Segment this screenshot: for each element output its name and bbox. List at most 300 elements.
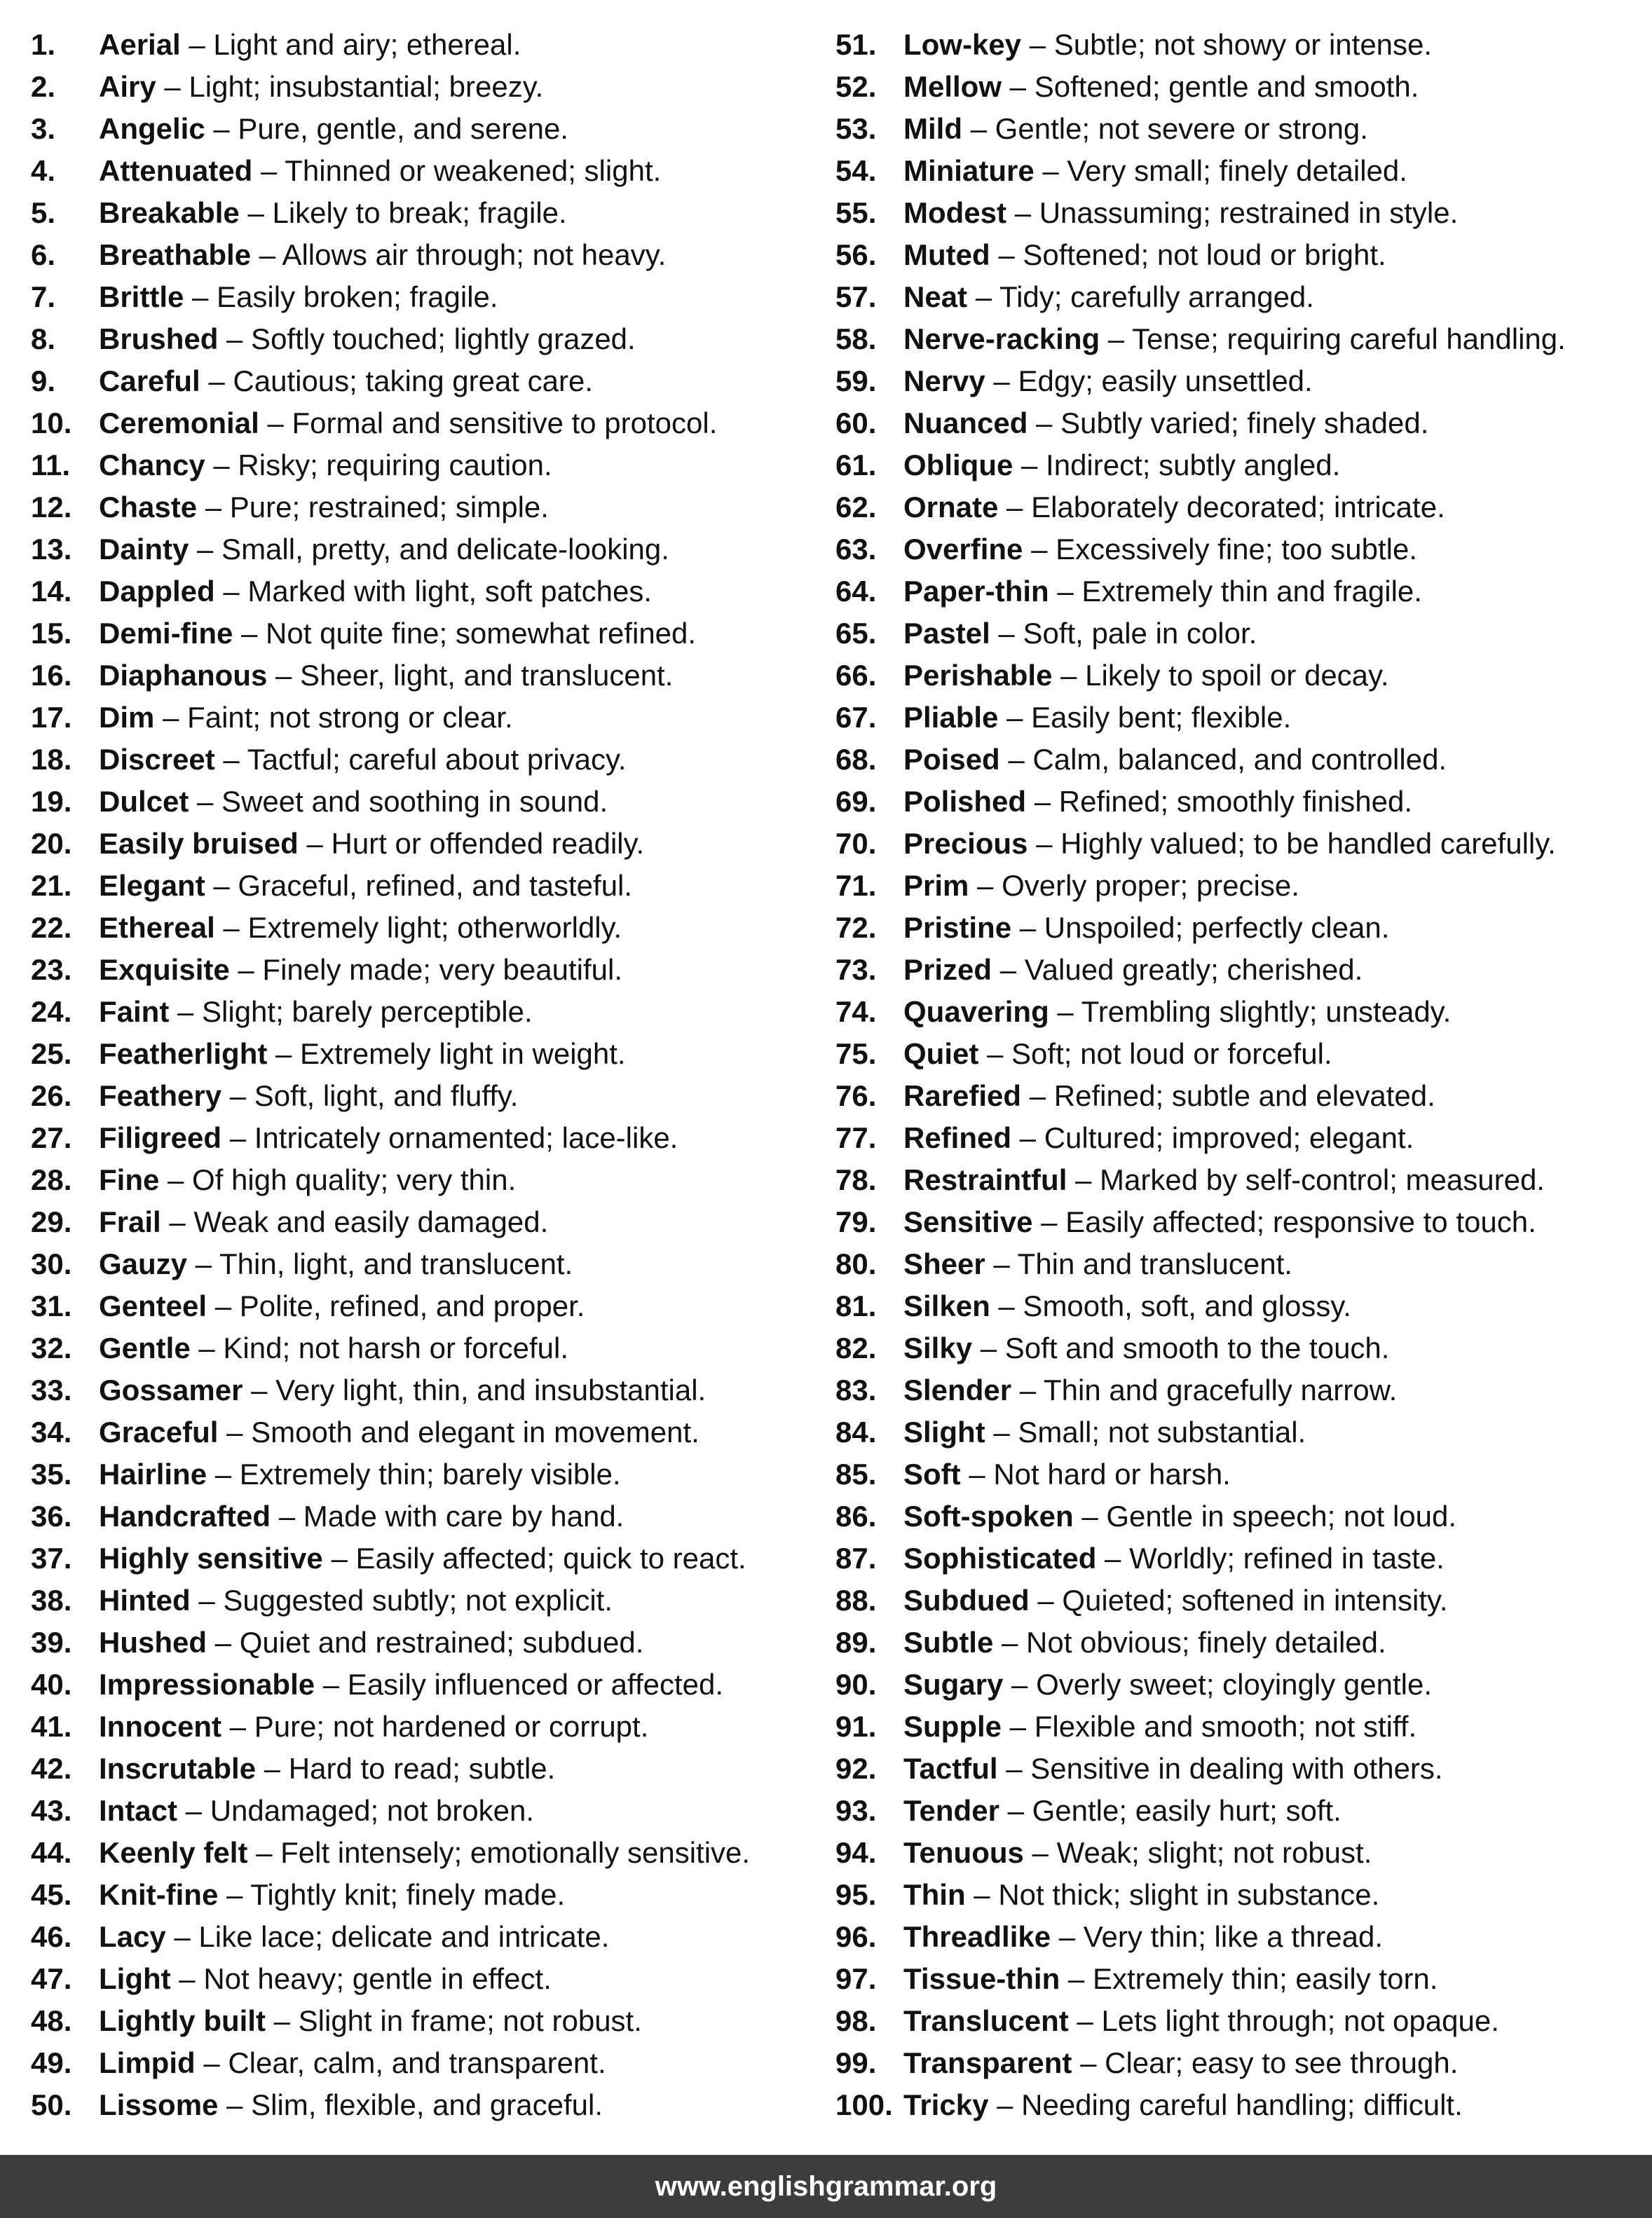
item-text [99, 575, 652, 608]
item-definition: – Marked by self-control; measured. [1067, 1163, 1545, 1196]
item-text [903, 911, 1389, 945]
list-item [31, 743, 823, 785]
item-definition: – Slight in frame; not robust. [265, 2004, 642, 2037]
list-item [835, 743, 1648, 785]
word-list-right-column [835, 28, 1648, 2130]
item-text [903, 659, 1389, 692]
item-definition: – Sensitive in dealing with others. [997, 1752, 1443, 1785]
list-item [31, 1247, 823, 1289]
item-number: 73. [835, 953, 877, 986]
list-item [31, 1458, 823, 1500]
item-text [99, 659, 673, 692]
item-definition: – Small; not substantial. [985, 1416, 1306, 1449]
item-definition: – Softened; not loud or bright. [990, 238, 1386, 271]
item-number: 55. [835, 196, 877, 229]
list-item [835, 617, 1648, 659]
item-word: Discreet [99, 743, 215, 776]
item-word: Silken [903, 1289, 990, 1322]
word-list-left-column [31, 28, 823, 2130]
item-definition: – Very light, thin, and insubstantial. [243, 1374, 706, 1406]
item-number: 11. [31, 449, 71, 481]
item-number: 8. [31, 322, 56, 355]
item-number: 24. [31, 995, 72, 1028]
item-word: Careful [99, 364, 200, 397]
item-definition: – Like lace; delicate and intricate. [165, 1920, 610, 1953]
item-number: 39. [31, 1626, 72, 1659]
footer-bar [0, 2155, 1652, 2218]
item-text [903, 196, 1458, 230]
list-item [31, 827, 823, 869]
list-item [31, 238, 823, 280]
item-definition: – Tactful; careful about privacy. [214, 743, 627, 776]
item-text [903, 1037, 1332, 1071]
item-text [903, 1458, 1231, 1491]
item-text [903, 1920, 1383, 1954]
item-word: Dim [99, 701, 155, 734]
item-definition: – Subtly varied; finely shaded. [1028, 406, 1429, 439]
item-word: Ceremonial [99, 406, 259, 439]
item-definition: – Felt intensely; emotionally sensitive. [247, 1836, 751, 1869]
item-word: Lightly built [99, 2004, 266, 2037]
item-definition: – Marked with light, soft patches. [214, 575, 652, 608]
item-number: 75. [835, 1037, 877, 1070]
item-word: Genteel [99, 1289, 207, 1322]
item-definition: – Not hard or harsh. [960, 1458, 1231, 1491]
list-item [835, 1878, 1648, 1920]
list-item [31, 533, 823, 575]
item-number: 7. [31, 280, 56, 313]
item-number: 41. [31, 1710, 72, 1743]
item-number: 17. [31, 701, 72, 734]
item-word: Demi-fine [99, 617, 233, 650]
item-number: 29. [31, 1205, 72, 1238]
item-word: Tenuous [903, 1836, 1024, 1869]
item-definition: – Pure, gentle, and serene. [205, 112, 569, 145]
item-definition: – Soft and smooth to the touch. [972, 1332, 1390, 1364]
item-text [903, 238, 1386, 272]
item-definition: – Not obvious; finely detailed. [993, 1626, 1386, 1659]
item-definition: – Overly proper; precise. [969, 869, 1299, 902]
item-word: Sensitive [903, 1205, 1033, 1238]
item-text [99, 112, 568, 146]
item-word: Fine [99, 1163, 160, 1196]
item-word: Faint [99, 995, 170, 1028]
item-text [99, 364, 593, 398]
item-text [903, 869, 1299, 903]
item-word: Overfine [903, 533, 1023, 566]
item-number: 3. [31, 112, 56, 145]
list-item [31, 1163, 823, 1205]
item-number: 68. [835, 743, 877, 776]
item-number: 91. [835, 1710, 877, 1743]
item-definition: – Softly touched; lightly grazed. [218, 322, 636, 355]
item-definition: – Smooth and elegant in movement. [218, 1416, 699, 1449]
item-definition: – Not quite fine; somewhat refined. [233, 617, 697, 650]
item-definition: – Excessively fine; too subtle. [1023, 533, 1418, 566]
item-word: Slender [903, 1374, 1012, 1406]
item-word: Brittle [99, 280, 184, 313]
item-text [903, 280, 1314, 314]
item-number: 37. [31, 1542, 72, 1575]
item-definition: – Formal and sensitive to protocol. [259, 406, 718, 439]
list-item [31, 2004, 823, 2046]
item-definition: – Tidy; carefully arranged. [967, 280, 1314, 313]
item-text [99, 1163, 516, 1197]
list-item [31, 1079, 823, 1121]
item-text [903, 28, 1432, 62]
item-text [99, 995, 533, 1029]
list-item [835, 322, 1648, 364]
item-text [99, 701, 513, 734]
list-item [31, 449, 823, 491]
item-number: 74. [835, 995, 877, 1028]
item-text [99, 785, 608, 819]
item-text [99, 1920, 609, 1954]
item-number: 30. [31, 1247, 72, 1280]
item-number: 48. [31, 2004, 72, 2037]
item-number: 36. [31, 1500, 72, 1533]
item-text [99, 2088, 603, 2122]
list-item [835, 869, 1648, 911]
item-definition: – Calm, balanced, and controlled. [999, 743, 1447, 776]
item-definition: – Intricately ornamented; lace-like. [221, 1121, 678, 1154]
list-item [31, 322, 823, 364]
item-number: 94. [835, 1836, 877, 1869]
item-word: Highly sensitive [99, 1542, 323, 1575]
item-word: Impressionable [99, 1668, 315, 1701]
list-item [31, 1584, 823, 1626]
item-word: Light [99, 1962, 171, 1995]
item-number: 2. [31, 70, 56, 103]
item-text [903, 575, 1422, 608]
item-text [99, 869, 632, 903]
item-text [903, 1836, 1372, 1870]
item-definition: – Sheer, light, and translucent. [267, 659, 674, 692]
list-item [835, 491, 1648, 533]
item-word: Oblique [903, 449, 1013, 481]
item-definition: – Needing careful handling; difficult. [988, 2088, 1463, 2121]
item-number: 100. [835, 2088, 893, 2121]
item-number: 14. [31, 575, 72, 608]
item-text [903, 1374, 1397, 1407]
item-definition: – Extremely light in weight. [267, 1037, 626, 1070]
item-number: 1. [31, 28, 56, 61]
item-definition: – Soft; not loud or forceful. [978, 1037, 1332, 1070]
item-number: 38. [31, 1584, 72, 1617]
item-definition: – Thin, light, and translucent. [187, 1247, 573, 1280]
item-word: Soft-spoken [903, 1500, 1074, 1533]
item-number: 64. [835, 575, 877, 608]
item-number: 33. [31, 1374, 72, 1406]
list-item [31, 1374, 823, 1416]
item-word: Innocent [99, 1710, 221, 1743]
item-word: Chaste [99, 491, 198, 523]
list-item [31, 2088, 823, 2130]
item-text [99, 1374, 706, 1407]
item-word: Tender [903, 1794, 999, 1827]
list-item [835, 533, 1648, 575]
item-text [99, 406, 717, 440]
item-word: Intact [99, 1794, 178, 1827]
item-text [99, 1416, 699, 1449]
item-definition: – Softened; gentle and smooth. [1002, 70, 1419, 103]
item-word: Lissome [99, 2088, 219, 2121]
item-word: Miniature [903, 154, 1035, 187]
item-word: Polished [903, 785, 1027, 818]
list-item [835, 112, 1648, 154]
item-definition: – Pure; restrained; simple. [197, 491, 549, 523]
item-text [99, 1332, 568, 1365]
list-item [31, 28, 823, 70]
list-item [835, 28, 1648, 70]
item-word: Pristine [903, 911, 1012, 944]
item-text [903, 1752, 1443, 1786]
item-number: 85. [835, 1458, 877, 1491]
item-text [903, 1332, 1389, 1365]
item-definition: – Tense; requiring careful handling. [1100, 322, 1566, 355]
item-definition: – Graceful, refined, and tasteful. [205, 869, 633, 902]
item-text [903, 1542, 1445, 1575]
item-word: Ornate [903, 491, 999, 523]
item-word: Prim [903, 869, 969, 902]
list-item [835, 1584, 1648, 1626]
list-item [31, 1794, 823, 1836]
list-item [31, 364, 823, 406]
item-word: Translucent [903, 2004, 1069, 2037]
list-item [835, 1163, 1648, 1205]
item-number: 12. [31, 491, 72, 523]
item-text [99, 1542, 746, 1575]
item-text [99, 1962, 552, 1996]
item-definition: – Very thin; like a thread. [1051, 1920, 1384, 1953]
list-item [835, 2046, 1648, 2088]
list-item [835, 406, 1648, 449]
list-item [31, 1121, 823, 1163]
item-word: Featherlight [99, 1037, 268, 1070]
item-word: Pliable [903, 701, 999, 734]
item-definition: – Overly sweet; cloyingly gentle. [1003, 1668, 1432, 1701]
list-item [31, 1962, 823, 2004]
list-item [31, 995, 823, 1037]
item-text [99, 1500, 624, 1533]
list-item [835, 575, 1648, 617]
item-definition: – Extremely light; otherworldly. [214, 911, 622, 944]
item-definition: – Risky; requiring caution. [205, 449, 552, 481]
list-item [835, 701, 1648, 743]
item-word: Elegant [99, 869, 205, 902]
list-item [31, 1500, 823, 1542]
item-number: 46. [31, 1920, 72, 1953]
item-number: 59. [835, 364, 877, 397]
item-definition: – Slim, flexible, and graceful. [218, 2088, 603, 2121]
item-number: 66. [835, 659, 877, 692]
item-definition: – Small, pretty, and delicate-looking. [189, 533, 669, 566]
item-text [99, 1079, 518, 1113]
list-item [31, 869, 823, 911]
item-text [903, 112, 1368, 146]
item-word: Dainty [99, 533, 189, 566]
item-number: 77. [835, 1121, 877, 1154]
item-word: Supple [903, 1710, 1002, 1743]
item-definition: – Indirect; subtly angled. [1013, 449, 1341, 481]
item-word: Nervy [903, 364, 985, 397]
item-number: 16. [31, 659, 72, 692]
item-number: 70. [835, 827, 877, 860]
list-item [835, 659, 1648, 701]
item-number: 90. [835, 1668, 877, 1701]
item-word: Brushed [99, 322, 219, 355]
item-number: 83. [835, 1374, 877, 1406]
list-item [835, 280, 1648, 322]
item-text [99, 827, 644, 861]
item-text [99, 491, 549, 524]
item-definition: – Worldly; refined in taste. [1096, 1542, 1445, 1575]
item-text [903, 2046, 1458, 2080]
item-number: 81. [835, 1289, 877, 1322]
item-definition: – Extremely thin; easily torn. [1060, 1962, 1438, 1995]
item-word: Poised [903, 743, 1000, 776]
item-word: Hinted [99, 1584, 191, 1617]
item-word: Nuanced [903, 406, 1028, 439]
item-definition: – Gentle; easily hurt; soft. [999, 1794, 1342, 1827]
item-definition: – Likely to break; fragile. [239, 196, 567, 229]
item-definition: – Thinned or weakened; slight. [252, 154, 662, 187]
item-word: Transparent [903, 2046, 1072, 2079]
item-text [903, 995, 1451, 1029]
item-text [99, 1794, 534, 1828]
list-item [835, 911, 1648, 953]
item-number: 51. [835, 28, 877, 61]
item-number: 98. [835, 2004, 877, 2037]
item-definition: – Cultured; improved; elegant. [1011, 1121, 1414, 1154]
item-text [99, 1836, 750, 1870]
item-number: 62. [835, 491, 877, 523]
item-text [903, 1121, 1414, 1155]
item-text [99, 911, 622, 945]
item-text [903, 70, 1419, 104]
item-number: 21. [31, 869, 72, 902]
item-definition: – Very small; finely detailed. [1034, 154, 1407, 187]
item-number: 96. [835, 1920, 877, 1953]
item-definition: – Weak and easily damaged. [161, 1205, 549, 1238]
item-definition: – Polite, refined, and proper. [207, 1289, 585, 1322]
list-item [835, 1710, 1648, 1752]
list-item [835, 1626, 1648, 1668]
item-text [903, 1205, 1536, 1239]
list-item [31, 953, 823, 995]
list-item [31, 1542, 823, 1584]
item-word: Sugary [903, 1668, 1004, 1701]
item-text [903, 827, 1556, 861]
item-definition: – Slight; barely perceptible. [169, 995, 533, 1028]
item-word: Quavering [903, 995, 1049, 1028]
item-word: Precious [903, 827, 1028, 860]
item-text [99, 322, 636, 356]
item-number: 97. [835, 1962, 877, 1995]
list-item [835, 785, 1648, 827]
list-item [835, 1416, 1648, 1458]
item-number: 67. [835, 701, 877, 734]
item-definition: – Easily affected; quick to react. [322, 1542, 746, 1575]
item-number: 52. [835, 70, 877, 103]
list-item [31, 70, 823, 112]
item-definition: – Sweet and soothing in sound. [189, 785, 608, 818]
list-item [835, 1752, 1648, 1794]
item-word: Breakable [99, 196, 240, 229]
list-item [31, 196, 823, 238]
item-number: 47. [31, 1962, 72, 1995]
list-item [31, 659, 823, 701]
item-number: 88. [835, 1584, 877, 1617]
list-item [835, 1121, 1648, 1163]
item-word: Muted [903, 238, 990, 271]
item-number: 27. [31, 1121, 72, 1154]
item-text [99, 617, 696, 650]
item-number: 25. [31, 1037, 72, 1070]
item-word: Mellow [903, 70, 1002, 103]
item-number: 31. [31, 1289, 72, 1322]
list-item [31, 2046, 823, 2088]
list-item [835, 827, 1648, 869]
item-word: Soft [903, 1458, 961, 1491]
item-number: 34. [31, 1416, 72, 1449]
item-definition: – Edgy; easily unsettled. [985, 364, 1313, 397]
list-item [835, 1332, 1648, 1374]
item-text [903, 1668, 1432, 1702]
item-text [903, 701, 1291, 734]
item-number: 6. [31, 238, 56, 271]
item-definition: – Highly valued; to be handled carefully. [1028, 827, 1556, 860]
item-number: 63. [835, 533, 877, 566]
footer-website-link[interactable]: www.englishgrammar.org [655, 2170, 997, 2202]
item-number: 45. [31, 1878, 72, 1911]
item-word: Paper-thin [903, 575, 1049, 608]
item-word: Perishable [903, 659, 1053, 692]
item-definition: – Refined; smoothly finished. [1026, 785, 1413, 818]
item-text [99, 2004, 642, 2038]
item-text [99, 70, 543, 104]
item-text [99, 1247, 573, 1281]
list-item [835, 1920, 1648, 1962]
item-text [903, 491, 1445, 524]
item-text [903, 1962, 1438, 1996]
item-number: 86. [835, 1500, 877, 1533]
list-item [31, 1920, 823, 1962]
item-text [903, 1079, 1435, 1113]
item-text [99, 449, 552, 482]
item-word: Chancy [99, 449, 205, 481]
list-item [31, 1037, 823, 1079]
item-definition: – Tightly knit; finely made. [218, 1878, 566, 1911]
item-text [99, 2046, 606, 2080]
list-item [835, 2088, 1648, 2130]
item-text [99, 1121, 678, 1155]
item-definition: – Gentle; not severe or strong. [962, 112, 1368, 145]
list-item [835, 1794, 1648, 1836]
item-text [903, 1289, 1351, 1323]
list-item [31, 491, 823, 533]
list-item [31, 1878, 823, 1920]
item-word: Aerial [99, 28, 181, 61]
item-word: Keenly felt [99, 1836, 248, 1869]
item-word: Modest [903, 196, 1006, 229]
item-number: 15. [31, 617, 72, 650]
list-item [31, 575, 823, 617]
list-item [835, 995, 1648, 1037]
list-item [835, 1500, 1648, 1542]
list-item [31, 1836, 823, 1878]
item-word: Inscrutable [99, 1752, 257, 1785]
